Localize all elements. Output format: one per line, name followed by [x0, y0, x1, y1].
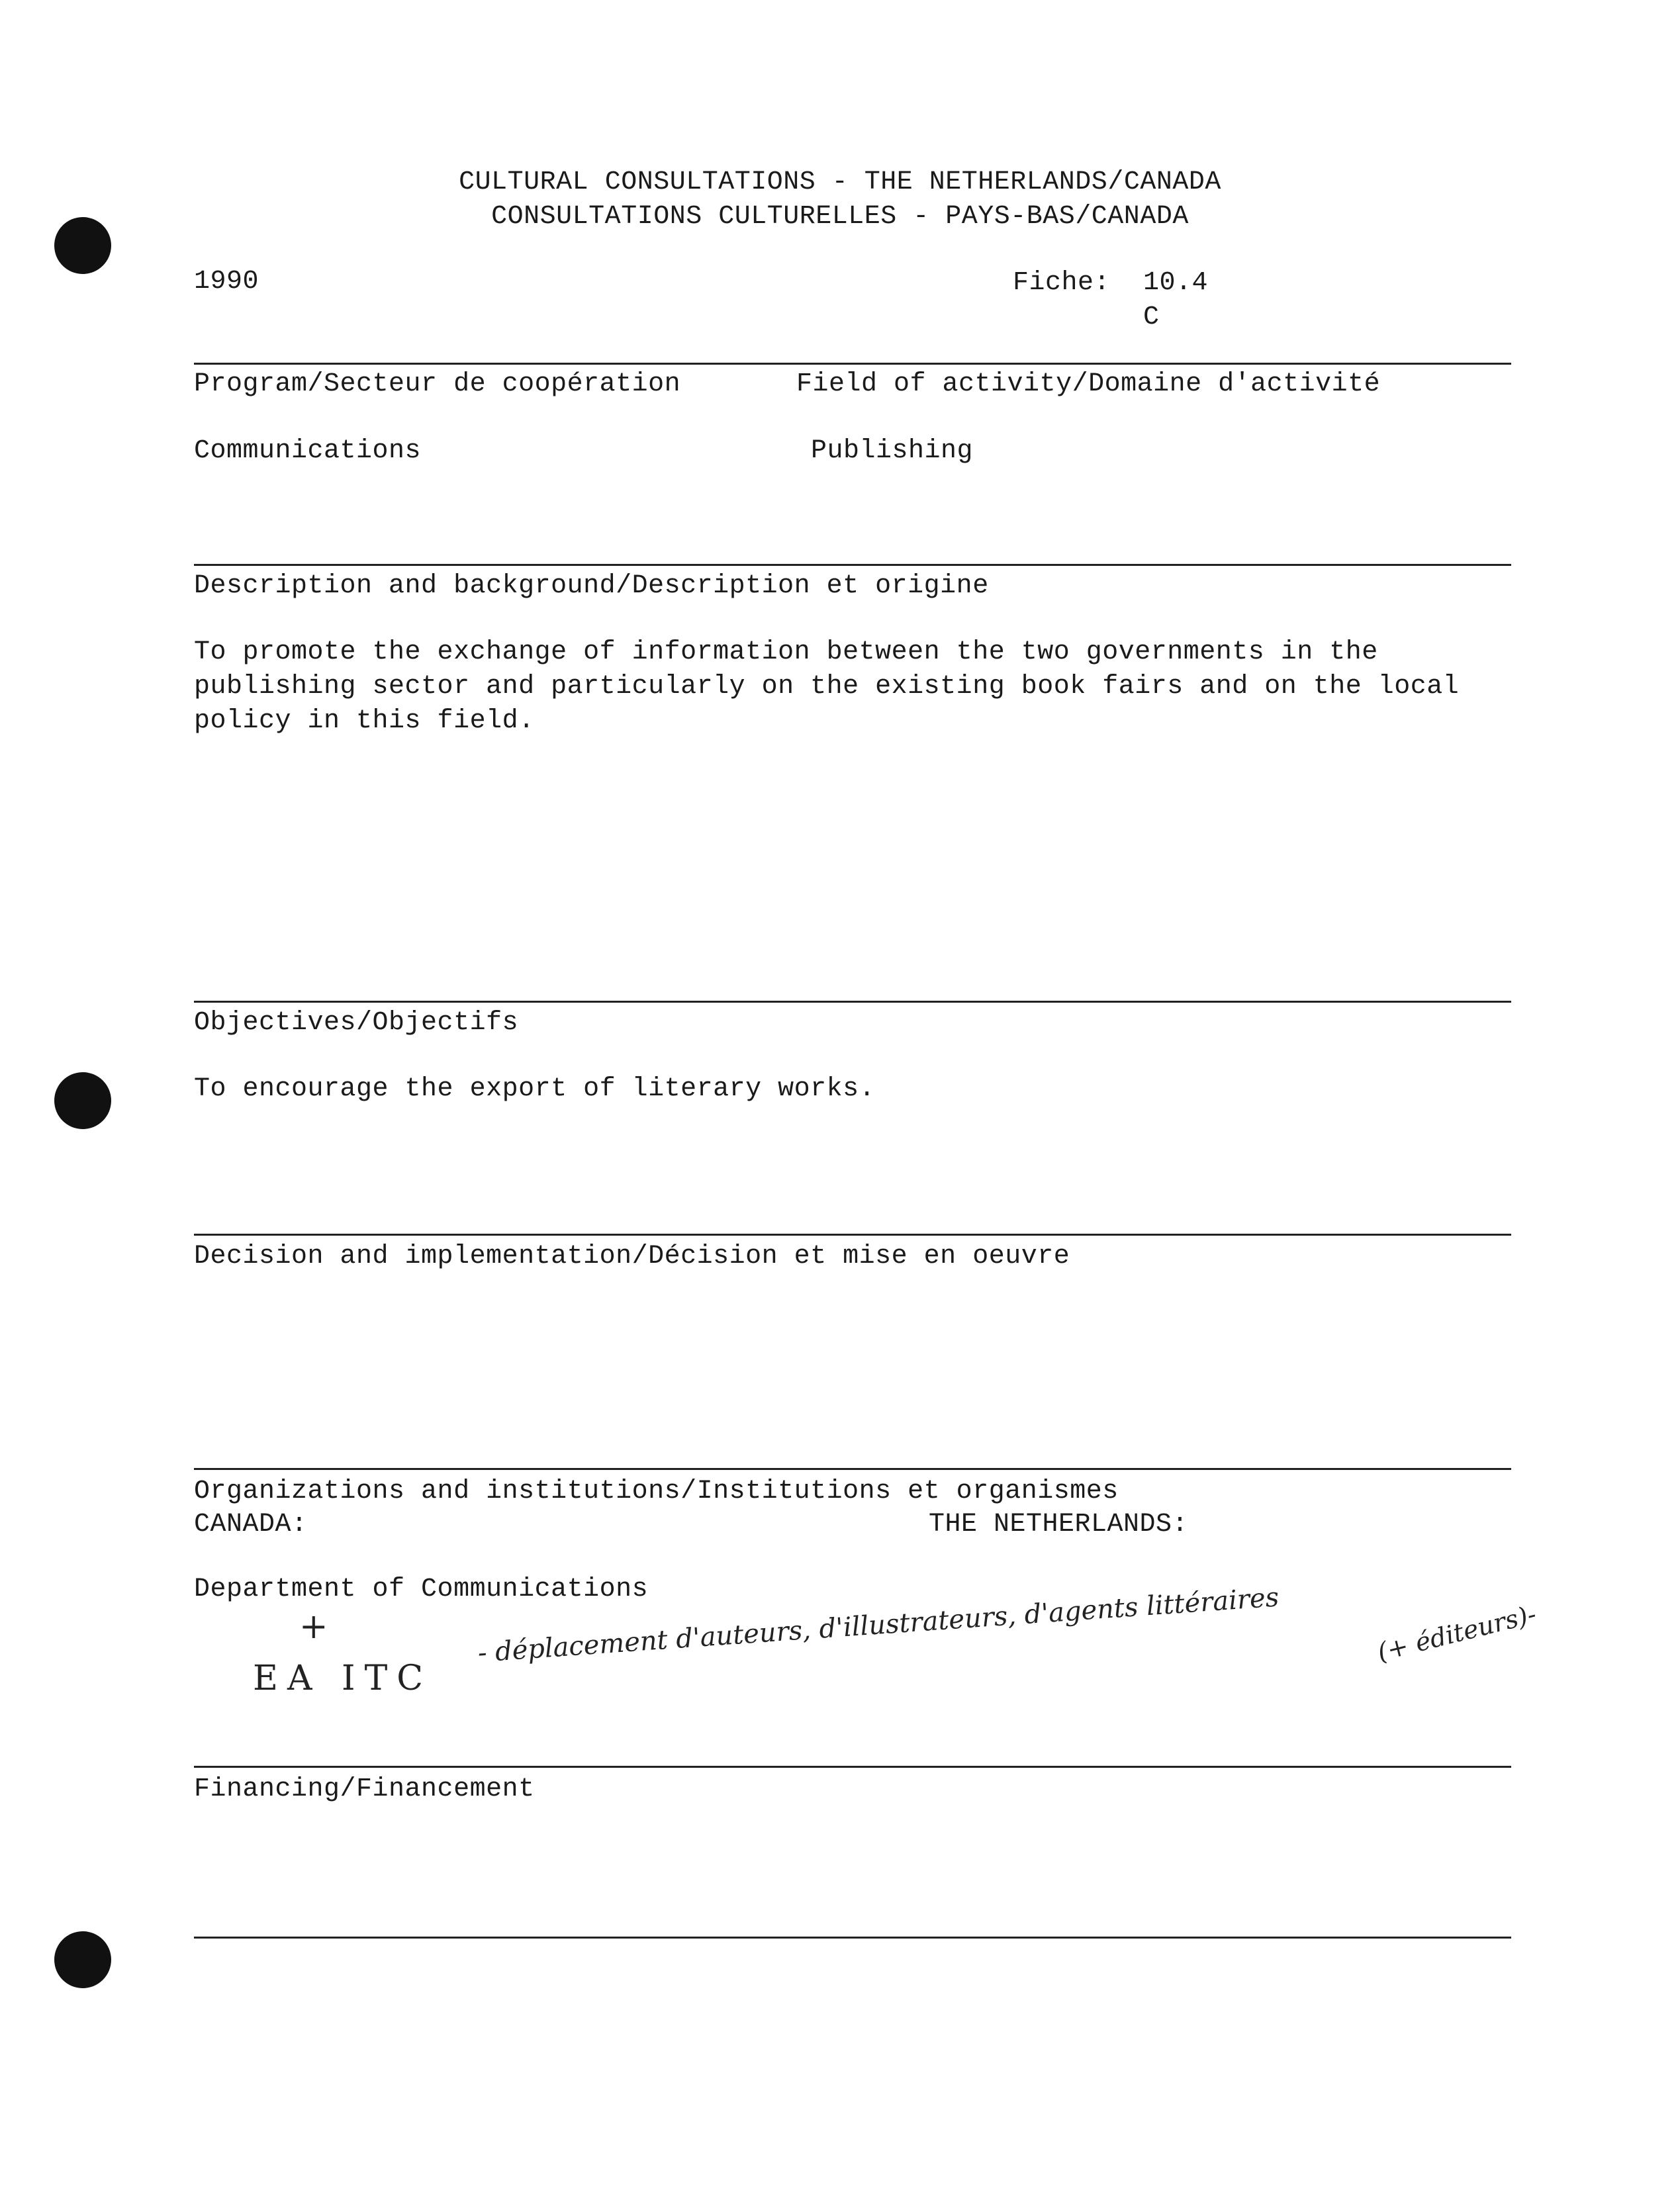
- handwritten-plus: +: [299, 1607, 328, 1647]
- handwritten-note: - déplacement d'auteurs, d'illustrateurs, d'agents littéraires: [477, 1582, 1280, 1669]
- financing-label: Financing/Financement: [194, 1774, 535, 1804]
- title-french: CONSULTATIONS CULTURELLES - PAYS-BAS/CANADA: [491, 202, 1189, 232]
- objectives-text: To encourage the export of literary works.: [194, 1074, 876, 1104]
- netherlands-label: THE NETHERLANDS:: [929, 1510, 1189, 1539]
- program-value: Communications: [194, 436, 422, 466]
- fiche-sub: C: [1143, 302, 1160, 332]
- fiche-number: 10.4: [1143, 268, 1209, 298]
- divider-7: [194, 1937, 1511, 1939]
- canada-organization: Department of Communications: [194, 1575, 649, 1604]
- decision-label: Decision and implementation/Décision et mise en oeuvre: [194, 1242, 1070, 1271]
- program-label: Program/Secteur de coopération: [194, 369, 681, 399]
- binder-hole-bottom: [54, 1931, 111, 1988]
- field-label: Field of activity/Domaine d'activité: [796, 369, 1381, 399]
- year: 1990: [194, 267, 259, 297]
- organizations-label: Organizations and institutions/Institutions et organismes: [194, 1477, 1119, 1506]
- description-label: Description and background/Description et origine: [194, 571, 989, 601]
- description-text: To promote the exchange of information between the two governments in the publishing sector and particularly on the existing book fairs and on the local policy in this field.: [194, 637, 1460, 736]
- title-english: CULTURAL CONSULTATIONS - THE NETHERLANDS/CANADA: [459, 167, 1221, 197]
- canada-label: CANADA:: [194, 1510, 308, 1539]
- divider-1: [194, 363, 1511, 365]
- handwritten-org: EA ITC: [253, 1659, 433, 1698]
- divider-2: [194, 564, 1511, 566]
- divider-5: [194, 1468, 1511, 1470]
- divider-3: [194, 1001, 1511, 1003]
- objectives-label: Objectives/Objectifs: [194, 1008, 519, 1038]
- handwritten-note-extra: (+ éditeurs)-: [1374, 1599, 1540, 1667]
- divider-4: [194, 1234, 1511, 1236]
- divider-6: [194, 1766, 1511, 1768]
- fiche-label: Fiche:: [1013, 268, 1111, 298]
- binder-hole-middle: [54, 1072, 111, 1129]
- field-value: Publishing: [811, 436, 974, 466]
